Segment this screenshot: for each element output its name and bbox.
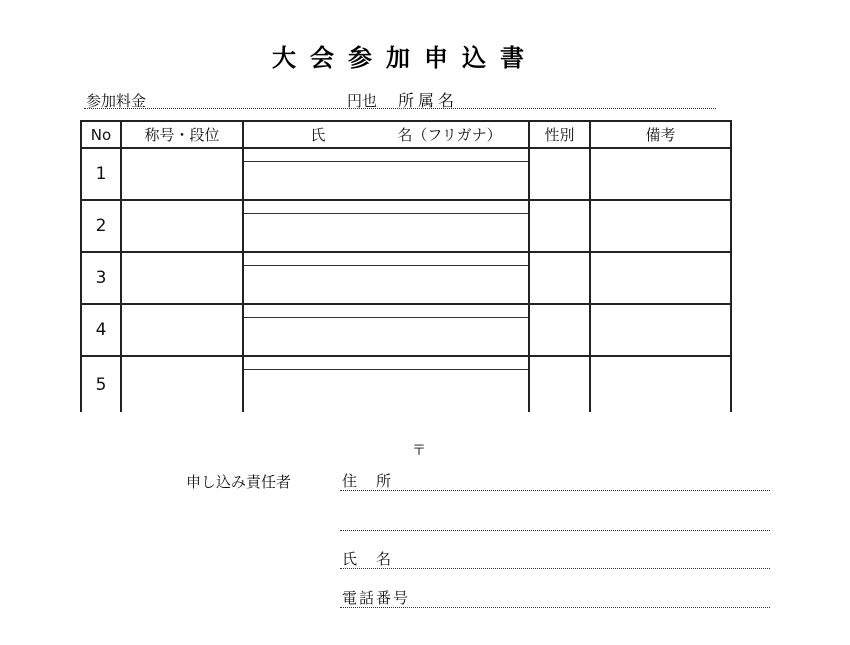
affiliation-label: 所属名	[398, 91, 459, 110]
rank-cell[interactable]	[121, 252, 243, 304]
fee-unit: 円也	[347, 92, 378, 110]
row-number: 1	[81, 148, 121, 200]
col-header-surname: 氏	[310, 126, 326, 144]
rank-cell[interactable]	[121, 148, 243, 200]
remarks-cell[interactable]	[590, 252, 731, 304]
table-row	[81, 252, 731, 304]
postal-mark: 〒	[412, 443, 426, 459]
gender-cell[interactable]	[529, 304, 590, 356]
furigana-divider	[244, 317, 528, 318]
col-header-name	[243, 121, 529, 148]
name-cell[interactable]	[243, 304, 529, 356]
remarks-cell[interactable]	[590, 356, 731, 412]
name-line[interactable]	[340, 548, 770, 569]
name-cell[interactable]	[243, 356, 529, 412]
col-header-gender: 性別	[529, 121, 590, 148]
address-line[interactable]	[340, 470, 770, 491]
entry-table	[80, 120, 732, 412]
table-row	[81, 200, 731, 252]
furigana-divider	[244, 369, 528, 370]
row-number: 3	[81, 252, 121, 304]
row-number: 2	[81, 200, 121, 252]
table-header-row	[81, 121, 731, 148]
row-number: 4	[81, 304, 121, 356]
gender-cell[interactable]	[529, 148, 590, 200]
address-label: 住 所	[342, 472, 394, 490]
rank-cell[interactable]	[121, 200, 243, 252]
furigana-divider	[244, 161, 528, 162]
gender-cell[interactable]	[529, 252, 590, 304]
furigana-divider	[244, 265, 528, 266]
name-label: 氏 名	[342, 550, 394, 568]
remarks-cell[interactable]	[590, 148, 731, 200]
row-number: 5	[81, 356, 121, 412]
rank-cell[interactable]	[121, 356, 243, 412]
gender-cell[interactable]	[529, 356, 590, 412]
fee-affiliation-line	[84, 88, 716, 109]
table-row	[81, 148, 731, 200]
furigana-divider	[244, 213, 528, 214]
form-title: 大会参加申込書	[272, 44, 538, 72]
col-header-given-name: 名（フリガナ）	[397, 126, 502, 144]
name-cell[interactable]	[243, 252, 529, 304]
gender-cell[interactable]	[529, 200, 590, 252]
fee-label: 参加料金	[86, 92, 147, 110]
table-row	[81, 356, 731, 412]
name-cell[interactable]	[243, 148, 529, 200]
remarks-cell[interactable]	[590, 200, 731, 252]
name-cell[interactable]	[243, 200, 529, 252]
rank-cell[interactable]	[121, 304, 243, 356]
table-row	[81, 304, 731, 356]
col-header-no: No	[81, 121, 121, 148]
phone-line[interactable]	[340, 587, 770, 608]
phone-label: 電話番号	[342, 589, 411, 607]
applicant-label: 申し込み責任者	[186, 473, 292, 491]
address-line-2[interactable]	[340, 510, 770, 531]
col-header-rank: 称号・段位	[121, 121, 243, 148]
remarks-cell[interactable]	[590, 304, 731, 356]
col-header-remarks: 備考	[590, 121, 731, 148]
